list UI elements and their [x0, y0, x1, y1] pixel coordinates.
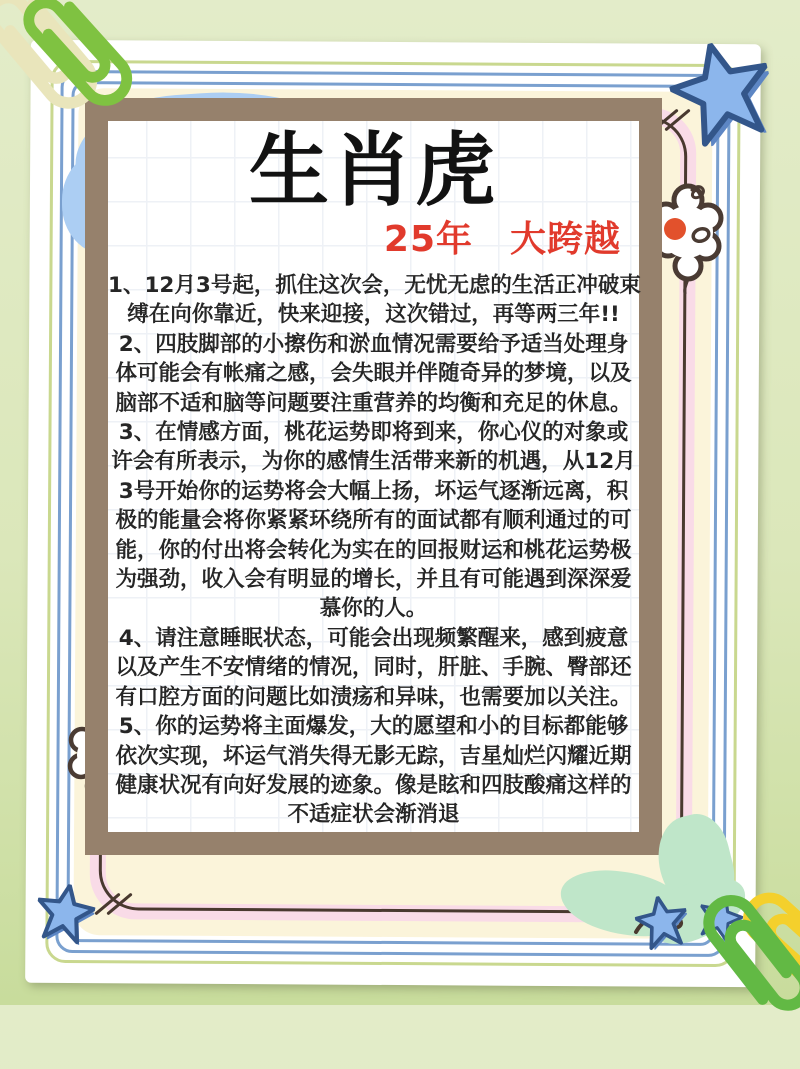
body-line: 依次实现，坏运气消失得无影无踪，吉星灿烂闪耀近期: [115, 743, 632, 769]
body-line: 5、你的运势将主面爆发，大的愿望和小的目标都能够: [118, 714, 629, 740]
body-line: 以及产生不安情绪的情况，同时，肝脏、手腕、臀部还: [115, 655, 632, 681]
body-line: 2、四肢脚部的小擦伤和淤血情况需要给予适当处理身: [118, 331, 629, 357]
body-line: 3号开始你的运势将会大幅上扬，坏运气逐渐远离，积: [118, 478, 629, 504]
body-line: 体可能会有帐痛之感，会失眼并伴随奇异的梦境，以及: [115, 361, 632, 387]
star-icon: [31, 879, 98, 946]
poster-subtitle: 25年 大跨越: [383, 219, 621, 260]
body-line: 1、12月3号起，抓住这次会，无忧无虑的生活正冲破束: [108, 273, 641, 298]
content-card: [85, 98, 662, 855]
body-line: 不适症状会渐消退: [287, 802, 460, 828]
body-line: 许会有所表示，为你的感情生活带来新的机遇，从12月: [111, 449, 636, 475]
poster-title: 生肖虎: [249, 124, 498, 217]
hatch-marks: [102, 888, 128, 920]
body-text: [108, 271, 639, 830]
body-line: 缚在向你靠近，快来迎接，这次错过，再等两三年!!: [127, 302, 620, 328]
body-line: 3、在情感方面，桃花运势即将到来，你心仪的对象或: [118, 420, 629, 446]
body-line: 健康状况有向好发展的迹象。像是眩和四肢酸痛这样的: [115, 772, 632, 798]
body-line: 为强劲，收入会有明显的增长，并且有可能遇到深深爱: [115, 567, 632, 593]
body-line: 慕你的人。: [319, 596, 428, 622]
body-line: 4、请注意睡眠状态，可能会出现频繁醒来，感到疲意: [118, 625, 629, 651]
body-line: 有口腔方面的问题比如渍疡和异味，也需要加以关注。: [115, 684, 632, 710]
body-line: 脑部不适和脑等问题要注重营养的均衡和充足的休息。: [115, 390, 632, 416]
body-line: 能，你的付出将会转化为实在的回报财运和桃花运势极: [115, 537, 632, 563]
body-line: 极的能量会将你紧紧环绕所有的面试都有顺利通过的可: [115, 508, 632, 534]
